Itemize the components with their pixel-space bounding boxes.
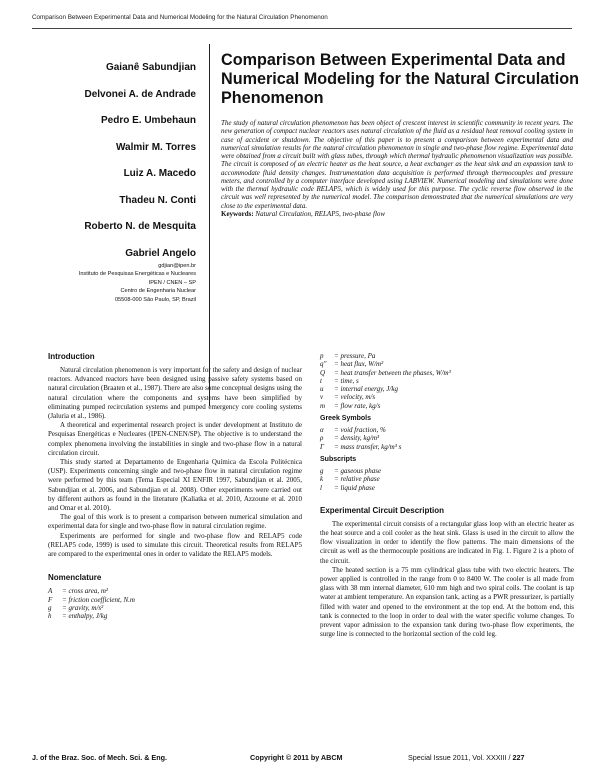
definition: = pressure, Pa — [334, 352, 376, 360]
definition: = time, s — [334, 376, 359, 385]
nomenclature-item — [320, 426, 574, 434]
footer-issue — [408, 753, 525, 762]
definition: = heat flux, W/m² — [334, 360, 384, 369]
nomenclature-item — [48, 604, 302, 612]
intro-paragraph: This study started at Departamento de Engenharia Química da Escola Politécnica (USP). Experiments concerning single and two-phase flow in natural circulation regime were performed by this team (Tema Especial XI ENFIR 1997, Sabundjian et al. 2005, Sabundjian et al. 2006, and Sabundjian et al. 2008). Other experiments were carried out by different authors as found in the literature (Kaliatka et al. 2010, Azzoune et al. 2010 and Omar et al. 2010). — [48, 458, 302, 513]
definition: = relative phase — [334, 475, 380, 484]
paper-title: Comparison Between Experimental Data and Numerical Modeling for the Natural Circulation Phenomenon — [221, 51, 579, 107]
definition: = internal energy, J/kg — [334, 385, 398, 394]
nomenclature-item — [320, 360, 574, 368]
symbol: m — [320, 401, 326, 410]
definition: = cross area, m² — [62, 587, 108, 596]
nomenclature-item — [320, 467, 574, 475]
author: Gaianê Sabundjian — [105, 62, 196, 73]
footer-journal: J. of the Braz. Soc. of Mech. Sci. & Eng. — [32, 753, 167, 762]
author: Pedro E. Umbehaun — [100, 115, 196, 126]
definition: = density, kg/m³ — [334, 434, 380, 443]
nomenclature-item — [320, 393, 574, 401]
nomenclature-item — [48, 612, 302, 620]
author: Delvonei A. de Andrade — [84, 88, 196, 100]
footer-issue-text: Special Issue 2011, Vol. XXXIII / — [408, 753, 513, 762]
nomenclature-item — [48, 587, 302, 595]
symbol: k — [320, 475, 324, 484]
author: Gabriel Angelo — [125, 247, 196, 259]
author: Thadeu N. Conti — [119, 194, 196, 206]
nomenclature-item — [48, 596, 302, 604]
footer-copyright: Copyright © 2011 by ABCM — [250, 753, 343, 762]
nomenclature-item — [320, 475, 574, 483]
intro-paragraph: A theoretical and experimental research project is under development at Instituto de Pesquisas Energéticas e Nucleares (IPEN-CNEN/SP). The objective is to understand the complex phenomena involving the instabilities in single and two-phase flow in a natural circulation circuit. — [48, 421, 302, 457]
intro-paragraph: Natural circulation phenomenon is very important for the safety and design of nuclear reactors. Advanced reactors have been designed using passive safety systems based on natural circulation (Braaten et al., 1987). There are also some conceptual designs using the natural circulation where the components and systems have been simplified by eliminating pumped recirculation systems and pumped emergency core cooling systems (Jaluria et al., 1986). — [48, 366, 302, 421]
abstract-text: The study of natural circulation phenomenon has been object of crescent interest in scientific community in recent years. The new generation of compact nuclear reactors uses natural circulation of the fluid as a residual heat removal cooling system in case of accident or shutdown. The objective of this paper is to present a comparison between experimental data and numerical simulation results for the natural circulation phenomenon in single and two-phase flow regime. Experimental data were obtained from a circuit built with glass tubes, through which thermal hydraulic phenomenon visualization was possible. The circuit is composed of an electric heater as the heat source, a heat exchanger as the heat sink and an expansion tank to accommodate fluid density changes. Instrumentation data acquisition is performed through thermocouples and pressure meters, and controlled by a computer interface developed using LABVIEW. Numerical modeling and simulations were done with the thermal hydraulic code RELAP5, which is widely used for this purpose. The cyclic reverse flow observed in the circuit was well represented by the numerical model. The comparison demonstrated that the numerical simulations are very close to the experimental data. — [221, 119, 573, 210]
definition: = gaseous phase — [334, 466, 382, 475]
affiliation-line: Centro de Engenharia Nuclear — [120, 288, 196, 295]
symbol: l — [320, 483, 322, 492]
author: Luiz A. Macedo — [123, 168, 196, 179]
page-number: 227 — [512, 753, 525, 762]
nomenclature-item — [320, 443, 574, 451]
symbol: v — [320, 393, 324, 402]
definition: = mass transfer, kg/m³ s — [334, 442, 402, 451]
nomenclature-item — [320, 352, 574, 360]
definition: = enthalpy, J/kg — [62, 612, 108, 621]
abstract — [221, 119, 573, 218]
symbol: h — [48, 612, 52, 621]
circuit-paragraph: The heated section is a 75 mm cylindrical glass tube with two electric heaters. The power applied is controlled in the range from 0 to 8400 W. The cooler is all made from glass with 38 mm internal diameter, 610 mm high and two spiral coils. The coolant is tap water at ambient temperature. An expansion tank, acting as a PWR pressurizer, is partially filled with water and opened to the environment at the top end. At the bottom end, this tank is connected to the loop in order to deal with the water specific volume changes. To prevent vapor admission to the expansion tank during two-phase flow experiments, the surge line is connected to the horizontal section of the cold leg. — [320, 565, 574, 639]
greek-symbols-heading: Greek Symbols — [320, 415, 371, 423]
affiliation-line: 05508-000 São Paulo, SP, Brazil — [114, 296, 196, 303]
nomenclature-item — [320, 369, 574, 377]
definition: = void fraction, % — [334, 426, 386, 435]
nomenclature-item — [320, 402, 574, 410]
symbol: ρ — [320, 434, 324, 443]
symbol: p — [320, 352, 324, 360]
intro-paragraph: The goal of this work is to present a comparison between numerical simulation and experimental data for single and two-phase flow in natural circulation regime. — [48, 513, 302, 531]
symbol: g — [48, 603, 52, 612]
affiliation-line: IPEN / CNEN – SP — [148, 279, 196, 286]
symbol: q" — [320, 360, 327, 369]
right-column — [320, 352, 574, 640]
author: Walmir M. Torres — [115, 141, 196, 153]
circuit-heading: Experimental Circuit Description — [320, 505, 445, 515]
affiliation-line: Instituto de Pesquisas Energéticas e Nucleares — [78, 271, 196, 278]
definition: = heat transfer between the phases, W/m³ — [334, 368, 451, 377]
nomenclature-item — [320, 377, 574, 385]
definition: = velocity, m/s — [334, 393, 376, 402]
keywords: Natural Circulation, RELAP5, two-phase flow — [255, 209, 386, 218]
symbol: F — [48, 595, 53, 604]
definition: = friction coefficient, N.m — [62, 595, 135, 604]
definition: = liquid phase — [334, 483, 375, 492]
intro-paragraph: Experiments are performed for single and two-phase flow and RELAP5 code (RELAP5 code, 1999) is used to simulate this circuit. Theoretical results from RELAP5 are compared to the experimental ones in order to validate the RELAP5 models. — [48, 531, 302, 559]
left-column — [48, 352, 302, 620]
author-email[interactable]: gdjian@ipen.br — [158, 262, 196, 269]
author-block — [20, 62, 196, 304]
nomenclature-item — [320, 484, 574, 492]
symbol: Q — [320, 368, 326, 377]
symbol: A — [48, 587, 53, 596]
symbol: α — [320, 426, 324, 435]
running-title: Comparison Between Experimental Data and Numerical Modeling for the Natural Circulation Phenomenon — [32, 14, 328, 21]
nomenclature-item — [320, 434, 574, 442]
definition: = flow rate, kg/s — [334, 401, 381, 410]
nomenclature-heading: Nomenclature — [48, 573, 102, 583]
definition: = gravity, m/s² — [62, 603, 104, 612]
circuit-paragraph: The experimental circuit consists of a rectangular glass loop with an electric heater as the heat source and a coil cooler as the heat sink. Glass is used in the circuit to allow the flow visualization in order to identify the flow patterns. The main dimensions of the circuit as well as the thermocouple positions are indicated in Fig. 1. Figure 2 is a photo of the circuit. — [320, 519, 574, 565]
intro-heading: Introduction — [48, 352, 95, 361]
symbol: t — [320, 376, 322, 385]
symbol: Γ — [320, 442, 324, 451]
keywords-label: Keywords: — [221, 209, 254, 218]
top-rule — [32, 28, 572, 29]
symbol: u — [320, 385, 324, 394]
author: Roberto N. de Mesquita — [84, 221, 196, 232]
nomenclature-item — [320, 385, 574, 393]
subscripts-heading: Subscripts — [320, 455, 357, 463]
symbol: g — [320, 466, 324, 475]
